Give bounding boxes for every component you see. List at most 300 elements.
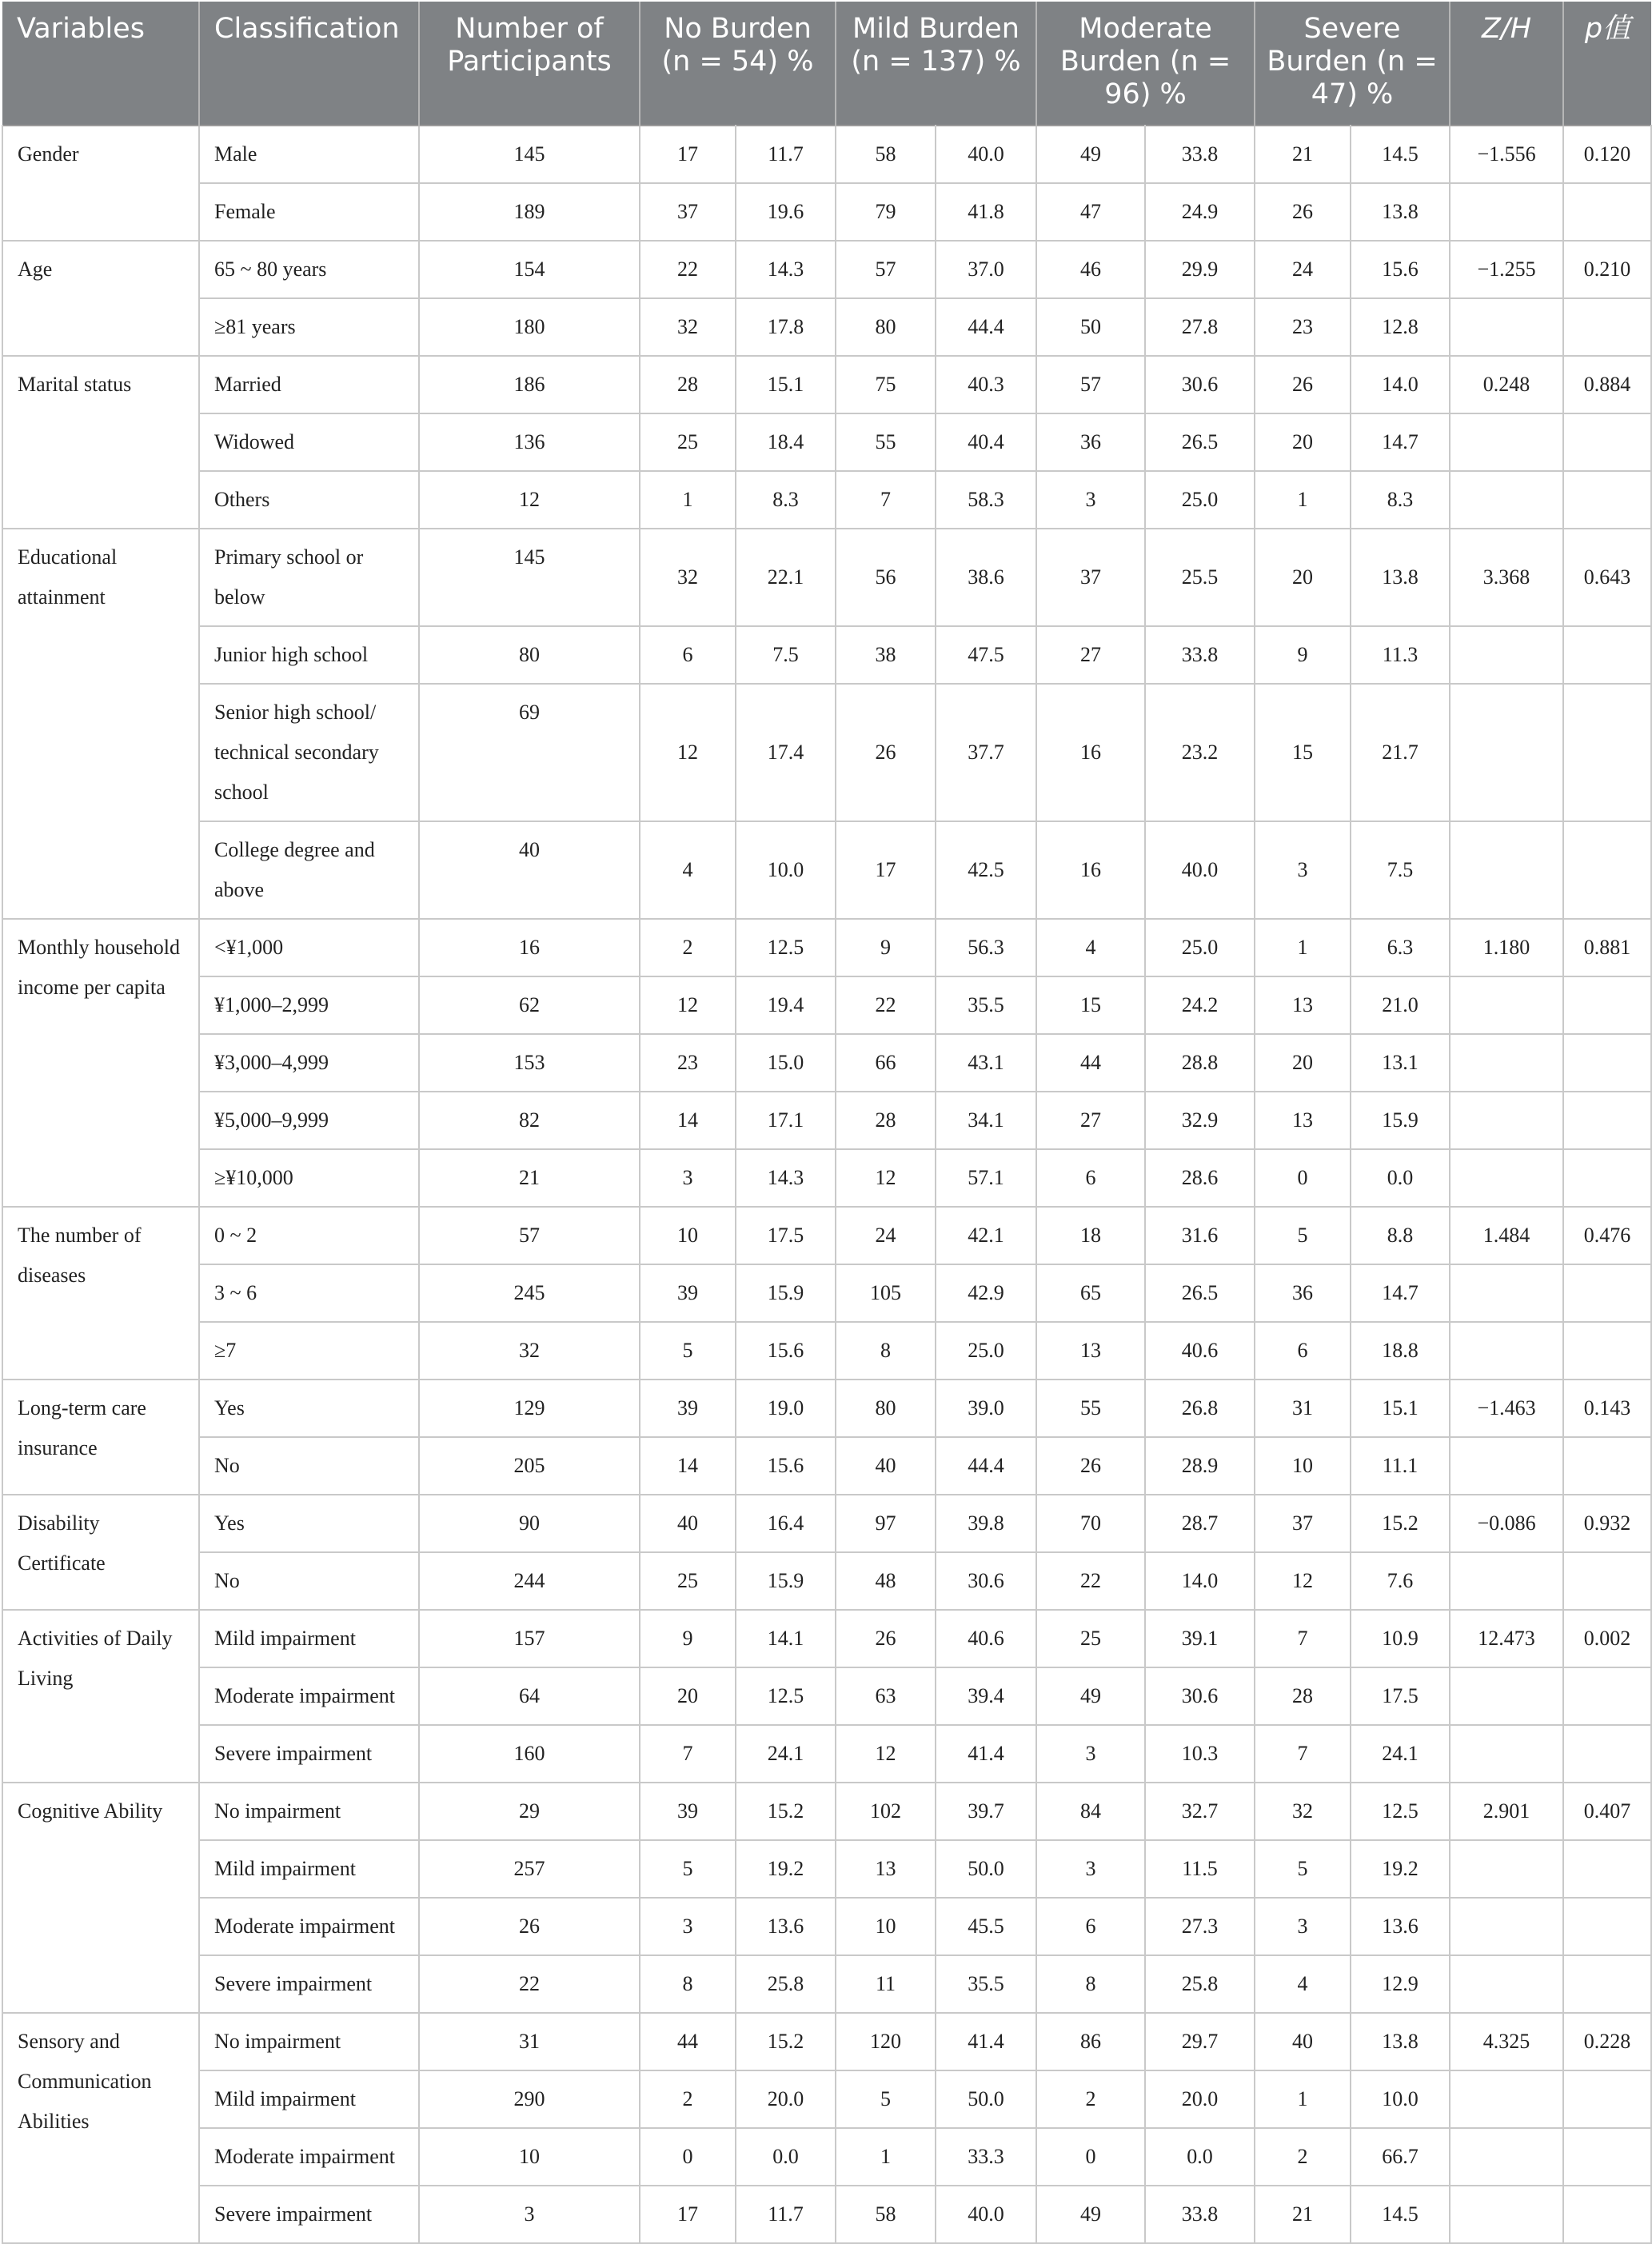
table-row [2,684,1651,821]
participants-cell: 154 [419,241,640,298]
severe-burden-count-cell: 0 [1255,1149,1351,1207]
no-burden-pct-cell: 14.1 [736,1610,836,1667]
severe-burden-count-cell: 9 [1255,626,1351,684]
mild-burden-count-cell: 40 [836,1437,936,1495]
zh-cell [1450,413,1563,471]
no-burden-pct-cell: 12.5 [736,919,836,976]
variable-cell: Sensory and Communication Abilities [2,2013,199,2243]
p-value-cell: 0.476 [1563,1207,1651,1264]
mild-burden-pct-cell: 38.6 [936,529,1036,626]
table-row [2,298,1651,356]
moderate-burden-count-cell: 18 [1036,1207,1145,1264]
severe-burden-count-cell: 6 [1255,1322,1351,1380]
no-burden-count-cell: 22 [640,241,736,298]
moderate-burden-count-cell: 37 [1036,529,1145,626]
mild-burden-pct-cell: 41.4 [936,1725,1036,1783]
mild-burden-count-cell: 28 [836,1092,936,1149]
p-value-cell: 0.228 [1563,2013,1651,2070]
moderate-burden-pct-cell: 33.8 [1145,126,1255,183]
moderate-burden-pct-cell: 10.3 [1145,1725,1255,1783]
participants-cell: 57 [419,1207,640,1264]
severe-burden-pct-cell: 11.1 [1351,1437,1450,1495]
zh-cell [1450,1264,1563,1322]
table-row [2,1380,1651,1437]
moderate-burden-pct-cell: 25.8 [1145,1955,1255,2013]
mild-burden-pct-cell: 40.6 [936,1610,1036,1667]
p-value-cell [1563,1552,1651,1610]
zh-cell: 0.248 [1450,356,1563,413]
p-value-cell [1563,1898,1651,1955]
participants-cell: 26 [419,1898,640,1955]
moderate-burden-pct-cell: 25.0 [1145,919,1255,976]
p-value-cell: 0.881 [1563,919,1651,976]
severe-burden-pct-cell: 13.8 [1351,183,1450,241]
participants-cell: 153 [419,1034,640,1092]
moderate-burden-count-cell: 55 [1036,1380,1145,1437]
no-burden-pct-cell: 15.6 [736,1437,836,1495]
zh-cell [1450,1322,1563,1380]
severe-burden-count-cell: 13 [1255,1092,1351,1149]
severe-burden-count-cell: 36 [1255,1264,1351,1322]
severe-burden-pct-cell: 10.0 [1351,2070,1450,2128]
severe-burden-pct-cell: 15.6 [1351,241,1450,298]
severe-burden-count-cell: 26 [1255,183,1351,241]
mild-burden-pct-cell: 34.1 [936,1092,1036,1149]
severe-burden-pct-cell: 15.9 [1351,1092,1450,1149]
no-burden-pct-cell: 25.8 [736,1955,836,2013]
zh-cell [1450,976,1563,1034]
mild-burden-count-cell: 10 [836,1898,936,1955]
severe-burden-count-cell: 1 [1255,2070,1351,2128]
zh-cell [1450,684,1563,821]
severe-burden-pct-cell: 21.7 [1351,684,1450,821]
moderate-burden-pct-cell: 32.9 [1145,1092,1255,1149]
moderate-burden-pct-cell: 28.6 [1145,1149,1255,1207]
mild-burden-pct-cell: 40.4 [936,413,1036,471]
p-value-cell [1563,413,1651,471]
p-value-cell [1563,298,1651,356]
no-burden-count-cell: 3 [640,1149,736,1207]
mild-burden-pct-cell: 44.4 [936,1437,1036,1495]
moderate-burden-pct-cell: 0.0 [1145,2128,1255,2186]
severe-burden-count-cell: 1 [1255,471,1351,529]
zh-cell [1450,1840,1563,1898]
severe-burden-pct-cell: 11.3 [1351,626,1450,684]
mild-burden-pct-cell: 42.1 [936,1207,1036,1264]
mild-burden-pct-cell: 35.5 [936,1955,1036,2013]
moderate-burden-pct-cell: 29.9 [1145,241,1255,298]
severe-burden-count-cell: 2 [1255,2128,1351,2186]
classification-cell: Moderate impairment [199,1667,419,1725]
severe-burden-pct-cell: 21.0 [1351,976,1450,1034]
table-row [2,413,1651,471]
mild-burden-count-cell: 97 [836,1495,936,1552]
p-value-cell: 0.143 [1563,1380,1651,1437]
header-classification: Classification [199,2,419,126]
zh-cell: 3.368 [1450,529,1563,626]
table-row [2,2186,1651,2243]
mild-burden-pct-cell: 45.5 [936,1898,1036,1955]
mild-burden-pct-cell: 40.0 [936,126,1036,183]
mild-burden-count-cell: 48 [836,1552,936,1610]
classification-cell: Mild impairment [199,2070,419,2128]
no-burden-count-cell: 5 [640,1322,736,1380]
table-row [2,919,1651,976]
no-burden-count-cell: 9 [640,1610,736,1667]
severe-burden-pct-cell: 12.8 [1351,298,1450,356]
mild-burden-count-cell: 26 [836,684,936,821]
p-value-cell: 0.643 [1563,529,1651,626]
participants-cell: 245 [419,1264,640,1322]
severe-burden-count-cell: 28 [1255,1667,1351,1725]
mild-burden-pct-cell: 42.5 [936,821,1036,919]
severe-burden-count-cell: 1 [1255,919,1351,976]
severe-burden-count-cell: 10 [1255,1437,1351,1495]
moderate-burden-count-cell: 36 [1036,413,1145,471]
severe-burden-pct-cell: 24.1 [1351,1725,1450,1783]
no-burden-count-cell: 12 [640,976,736,1034]
participants-cell: 257 [419,1840,640,1898]
moderate-burden-pct-cell: 27.8 [1145,298,1255,356]
severe-burden-pct-cell: 15.1 [1351,1380,1450,1437]
participants-cell: 90 [419,1495,640,1552]
no-burden-count-cell: 39 [640,1783,736,1840]
zh-cell: −1.255 [1450,241,1563,298]
p-value-cell [1563,2128,1651,2186]
moderate-burden-pct-cell: 39.1 [1145,1610,1255,1667]
zh-cell [1450,821,1563,919]
severe-burden-pct-cell: 13.8 [1351,529,1450,626]
participants-cell: 145 [419,529,640,626]
classification-cell: 0 ~ 2 [199,1207,419,1264]
participants-cell: 40 [419,821,640,919]
no-burden-pct-cell: 18.4 [736,413,836,471]
classification-cell: No impairment [199,1783,419,1840]
moderate-burden-count-cell: 50 [1036,298,1145,356]
table-row [2,1322,1651,1380]
zh-cell: −0.086 [1450,1495,1563,1552]
mild-burden-pct-cell: 47.5 [936,626,1036,684]
severe-burden-count-cell: 5 [1255,1207,1351,1264]
variable-cell: Educational attainment [2,529,199,919]
no-burden-pct-cell: 17.4 [736,684,836,821]
classification-cell: <¥1,000 [199,919,419,976]
classification-cell: Mild impairment [199,1840,419,1898]
no-burden-count-cell: 1 [640,471,736,529]
no-burden-count-cell: 2 [640,919,736,976]
severe-burden-count-cell: 37 [1255,1495,1351,1552]
mild-burden-count-cell: 26 [836,1610,936,1667]
no-burden-pct-cell: 17.5 [736,1207,836,1264]
mild-burden-count-cell: 55 [836,413,936,471]
no-burden-count-cell: 2 [640,2070,736,2128]
no-burden-count-cell: 3 [640,1898,736,1955]
mild-burden-pct-cell: 50.0 [936,1840,1036,1898]
severe-burden-count-cell: 3 [1255,821,1351,919]
classification-cell: Female [199,183,419,241]
severe-burden-count-cell: 13 [1255,976,1351,1034]
p-value-cell [1563,1667,1651,1725]
zh-cell [1450,2070,1563,2128]
severe-burden-pct-cell: 12.9 [1351,1955,1450,2013]
participants-cell: 62 [419,976,640,1034]
moderate-burden-count-cell: 70 [1036,1495,1145,1552]
moderate-burden-count-cell: 6 [1036,1149,1145,1207]
moderate-burden-count-cell: 8 [1036,1955,1145,2013]
no-burden-count-cell: 28 [640,356,736,413]
classification-cell: ≥7 [199,1322,419,1380]
moderate-burden-count-cell: 26 [1036,1437,1145,1495]
p-value-cell [1563,183,1651,241]
table-row [2,529,1651,626]
classification-cell: Severe impairment [199,1725,419,1783]
severe-burden-count-cell: 24 [1255,241,1351,298]
classification-cell: Widowed [199,413,419,471]
table-row [2,626,1651,684]
p-value-cell [1563,1149,1651,1207]
no-burden-pct-cell: 15.2 [736,1783,836,1840]
zh-cell [1450,183,1563,241]
severe-burden-count-cell: 40 [1255,2013,1351,2070]
severe-burden-pct-cell: 8.8 [1351,1207,1450,1264]
mild-burden-count-cell: 80 [836,1380,936,1437]
header-zh: Z/H [1450,2,1563,126]
moderate-burden-count-cell: 27 [1036,1092,1145,1149]
variable-cell: The number of diseases [2,1207,199,1380]
no-burden-count-cell: 7 [640,1725,736,1783]
no-burden-pct-cell: 19.6 [736,183,836,241]
table-row [2,1437,1651,1495]
moderate-burden-count-cell: 16 [1036,684,1145,821]
table-row [2,183,1651,241]
participants-cell: 31 [419,2013,640,2070]
participants-cell: 136 [419,413,640,471]
moderate-burden-count-cell: 65 [1036,1264,1145,1322]
zh-cell [1450,471,1563,529]
participants-cell: 205 [419,1437,640,1495]
no-burden-count-cell: 39 [640,1264,736,1322]
moderate-burden-pct-cell: 32.7 [1145,1783,1255,1840]
moderate-burden-pct-cell: 26.5 [1145,413,1255,471]
moderate-burden-count-cell: 57 [1036,356,1145,413]
moderate-burden-count-cell: 25 [1036,1610,1145,1667]
no-burden-pct-cell: 19.0 [736,1380,836,1437]
severe-burden-pct-cell: 14.7 [1351,1264,1450,1322]
table-row [2,1667,1651,1725]
header-no-burden: No Burden (n = 54) % [640,2,836,126]
zh-cell [1450,1898,1563,1955]
no-burden-count-cell: 8 [640,1955,736,2013]
no-burden-count-cell: 10 [640,1207,736,1264]
mild-burden-count-cell: 13 [836,1840,936,1898]
participants-cell: 10 [419,2128,640,2186]
no-burden-count-cell: 5 [640,1840,736,1898]
mild-burden-count-cell: 105 [836,1264,936,1322]
moderate-burden-pct-cell: 26.5 [1145,1264,1255,1322]
no-burden-pct-cell: 15.0 [736,1034,836,1092]
mild-burden-count-cell: 63 [836,1667,936,1725]
header-p-text: p值 [1584,13,1631,45]
classification-cell: Junior high school [199,626,419,684]
classification-cell: Senior high school/ technical secondary school [199,684,419,821]
no-burden-count-cell: 23 [640,1034,736,1092]
table-row [2,126,1651,183]
participants-cell: 69 [419,684,640,821]
mild-burden-pct-cell: 35.5 [936,976,1036,1034]
severe-burden-pct-cell: 18.8 [1351,1322,1450,1380]
mild-burden-count-cell: 22 [836,976,936,1034]
mild-burden-count-cell: 66 [836,1034,936,1092]
table-row [2,976,1651,1034]
zh-cell [1450,1667,1563,1725]
table-row [2,1840,1651,1898]
moderate-burden-count-cell: 27 [1036,626,1145,684]
table-row [2,1092,1651,1149]
severe-burden-count-cell: 20 [1255,1034,1351,1092]
table-row [2,1898,1651,1955]
no-burden-count-cell: 14 [640,1092,736,1149]
header-moderate-burden: Moderate Burden (n = 96) % [1036,2,1255,126]
moderate-burden-pct-cell: 33.8 [1145,2186,1255,2243]
classification-cell: No [199,1437,419,1495]
p-value-cell [1563,976,1651,1034]
moderate-burden-pct-cell: 30.6 [1145,356,1255,413]
mild-burden-pct-cell: 39.0 [936,1380,1036,1437]
severe-burden-count-cell: 31 [1255,1380,1351,1437]
classification-cell: Mild impairment [199,1610,419,1667]
severe-burden-pct-cell: 15.2 [1351,1495,1450,1552]
severe-burden-count-cell: 3 [1255,1898,1351,1955]
severe-burden-pct-cell: 8.3 [1351,471,1450,529]
moderate-burden-pct-cell: 29.7 [1145,2013,1255,2070]
zh-cell [1450,626,1563,684]
severe-burden-count-cell: 20 [1255,529,1351,626]
severe-burden-pct-cell: 14.0 [1351,356,1450,413]
mild-burden-pct-cell: 30.6 [936,1552,1036,1610]
participants-cell: 12 [419,471,640,529]
header-participants: Number of Participants [419,2,640,126]
moderate-burden-count-cell: 3 [1036,471,1145,529]
moderate-burden-count-cell: 84 [1036,1783,1145,1840]
no-burden-pct-cell: 0.0 [736,2128,836,2186]
participants-cell: 21 [419,1149,640,1207]
classification-cell: ≥81 years [199,298,419,356]
table-row [2,1149,1651,1207]
table-row [2,1725,1651,1783]
classification-cell: Others [199,471,419,529]
moderate-burden-count-cell: 16 [1036,821,1145,919]
moderate-burden-count-cell: 49 [1036,1667,1145,1725]
no-burden-pct-cell: 15.6 [736,1322,836,1380]
participants-cell: 22 [419,1955,640,2013]
no-burden-pct-cell: 7.5 [736,626,836,684]
classification-cell: ¥5,000–9,999 [199,1092,419,1149]
mild-burden-pct-cell: 43.1 [936,1034,1036,1092]
p-value-cell [1563,1034,1651,1092]
severe-burden-pct-cell: 13.1 [1351,1034,1450,1092]
classification-cell: Moderate impairment [199,2128,419,2186]
mild-burden-count-cell: 57 [836,241,936,298]
participants-cell: 189 [419,183,640,241]
severe-burden-pct-cell: 12.5 [1351,1783,1450,1840]
moderate-burden-pct-cell: 40.6 [1145,1322,1255,1380]
moderate-burden-count-cell: 47 [1036,183,1145,241]
severe-burden-pct-cell: 6.3 [1351,919,1450,976]
p-value-cell: 0.120 [1563,126,1651,183]
participants-cell: 157 [419,1610,640,1667]
participants-cell: 160 [419,1725,640,1783]
participants-cell: 32 [419,1322,640,1380]
mild-burden-count-cell: 24 [836,1207,936,1264]
header-row [2,2,1651,126]
mild-burden-pct-cell: 39.7 [936,1783,1036,1840]
moderate-burden-count-cell: 49 [1036,2186,1145,2243]
classification-cell: 65 ~ 80 years [199,241,419,298]
no-burden-count-cell: 32 [640,529,736,626]
table-row [2,2013,1651,2070]
classification-cell: Moderate impairment [199,1898,419,1955]
mild-burden-pct-cell: 57.1 [936,1149,1036,1207]
severe-burden-pct-cell: 14.7 [1351,413,1450,471]
no-burden-count-cell: 25 [640,1552,736,1610]
no-burden-pct-cell: 20.0 [736,2070,836,2128]
table-row [2,356,1651,413]
zh-cell [1450,1092,1563,1149]
variable-cell: Cognitive Ability [2,1783,199,2013]
table-row [2,241,1651,298]
variable-cell: Monthly household income per capita [2,919,199,1207]
mild-burden-pct-cell: 39.4 [936,1667,1036,1725]
variable-cell: Gender [2,126,199,241]
mild-burden-count-cell: 7 [836,471,936,529]
p-value-cell [1563,1437,1651,1495]
mild-burden-pct-cell: 41.8 [936,183,1036,241]
zh-cell [1450,1725,1563,1783]
no-burden-pct-cell: 17.1 [736,1092,836,1149]
severe-burden-count-cell: 20 [1255,413,1351,471]
no-burden-count-cell: 6 [640,626,736,684]
moderate-burden-pct-cell: 14.0 [1145,1552,1255,1610]
no-burden-count-cell: 17 [640,2186,736,2243]
no-burden-count-cell: 40 [640,1495,736,1552]
no-burden-pct-cell: 24.1 [736,1725,836,1783]
severe-burden-pct-cell: 14.5 [1351,126,1450,183]
table-row [2,1552,1651,1610]
classification-cell: Yes [199,1495,419,1552]
classification-cell: Severe impairment [199,2186,419,2243]
mild-burden-pct-cell: 58.3 [936,471,1036,529]
classification-cell: ≥¥10,000 [199,1149,419,1207]
mild-burden-count-cell: 75 [836,356,936,413]
zh-cell: 4.325 [1450,2013,1563,2070]
moderate-burden-pct-cell: 28.8 [1145,1034,1255,1092]
mild-burden-pct-cell: 25.0 [936,1322,1036,1380]
mild-burden-pct-cell: 37.0 [936,241,1036,298]
severe-burden-pct-cell: 7.5 [1351,821,1450,919]
severe-burden-pct-cell: 17.5 [1351,1667,1450,1725]
variable-cell: Age [2,241,199,356]
classification-cell: Yes [199,1380,419,1437]
moderate-burden-count-cell: 4 [1036,919,1145,976]
no-burden-count-cell: 44 [640,2013,736,2070]
mild-burden-pct-cell: 37.7 [936,684,1036,821]
moderate-burden-pct-cell: 28.7 [1145,1495,1255,1552]
mild-burden-count-cell: 12 [836,1725,936,1783]
classification-cell: Married [199,356,419,413]
mild-burden-count-cell: 5 [836,2070,936,2128]
p-value-cell: 0.002 [1563,1610,1651,1667]
moderate-burden-pct-cell: 28.9 [1145,1437,1255,1495]
